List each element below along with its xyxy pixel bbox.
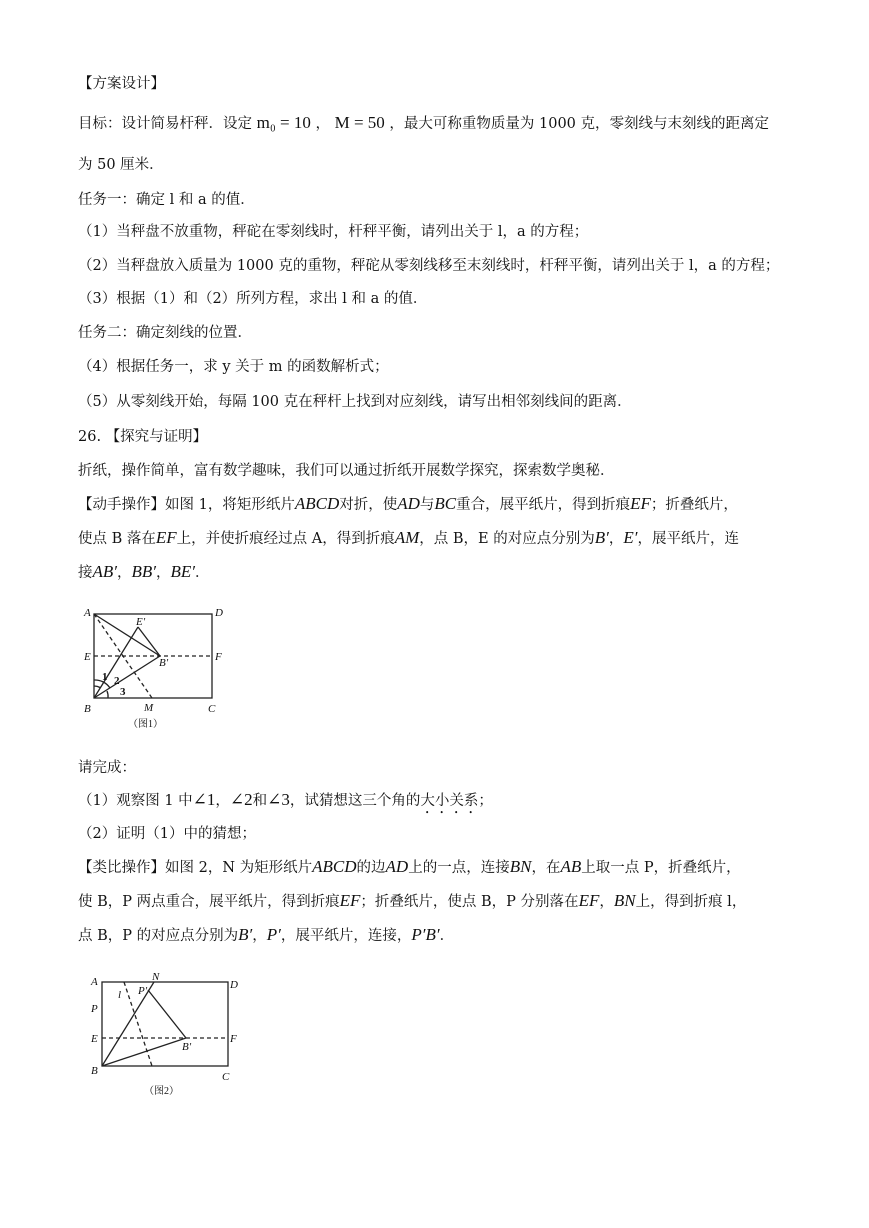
math-Eprime: E′ <box>623 528 638 547</box>
text: ， <box>599 894 614 910</box>
emphasized-text: 大小关系 <box>420 793 479 809</box>
math-ABCD: ABCD <box>312 857 357 876</box>
analog-line-3 <box>78 925 454 946</box>
fig2-label-C: C <box>222 1071 230 1083</box>
fig1-label-B: B <box>84 703 91 715</box>
figure-2 <box>82 968 252 1102</box>
fig2-label-B: B <box>91 1065 98 1077</box>
math-BEprime: BE′ <box>170 562 195 581</box>
math-ABCD: ABCD <box>294 494 340 513</box>
angle-3: ∠3 <box>267 790 290 809</box>
fig1-label-3: 3 <box>120 686 126 698</box>
text: 使 B，P 两点重合，展平纸片，得到折痕 <box>78 894 340 910</box>
text: 使点 B 落在 <box>78 531 156 547</box>
angle-2: ∠2 <box>229 790 253 809</box>
goal-text-1: 目标：设计简易杆秤．设定 <box>78 116 252 132</box>
M-equation: M = 50 <box>334 113 385 132</box>
fig1-label-Bprime: B′ <box>159 657 169 669</box>
please-complete: 请完成： <box>78 760 136 776</box>
text: ， <box>215 793 230 809</box>
text: 和 <box>252 793 268 809</box>
fig1-label-Eprime: E′ <box>136 616 146 628</box>
fig2-label-D: D <box>230 979 238 991</box>
task1-question-1: （1）当秤盘不放重物，秤砣在零刻线时，杆秤平衡，请列出关于 l，a 的方程； <box>78 224 589 240</box>
question-2: （2）证明（1）中的猜想； <box>78 826 256 842</box>
fig2-label-P: P <box>91 1003 98 1015</box>
text: ，展平纸片，连接， <box>280 928 412 944</box>
text: ，试猜想这三个角的 <box>289 793 421 809</box>
math-BN: BN <box>509 857 532 876</box>
math-AD: AD <box>385 857 409 876</box>
text: ，在 <box>531 860 561 876</box>
goal-line <box>78 113 769 134</box>
fig2-label-F: F <box>230 1033 237 1045</box>
text: 与 <box>419 497 435 513</box>
text: 对折，使 <box>339 497 398 513</box>
task2-question-5: （5）从零刻线开始，每隔 100 克在秤杆上找到对应刻线，请写出相邻刻线间的距离． <box>78 394 632 410</box>
fig1-label-M: M <box>144 702 154 714</box>
figure-1 <box>80 600 240 740</box>
hands-on-line-1 <box>78 494 738 515</box>
text: 的边 <box>356 860 386 876</box>
fig1-caption: （图1） <box>128 719 163 730</box>
text: ， <box>156 565 171 581</box>
fig1-segment-ABp <box>94 614 160 656</box>
task1-question-2: （2）当秤盘放入质量为 1000 克的重物，秤砣从零刻线移至末刻线时，杆秤平衡，请列出关于 l，a 的方程； <box>78 258 780 274</box>
math-BBprime: BB′ <box>131 562 156 581</box>
math-Bprime: B′ <box>238 925 253 944</box>
task1-question-3: （3）根据（1）和（2）所列方程，求出 l 和 a 的值． <box>78 291 428 307</box>
fig1-label-1: 1 <box>102 671 108 683</box>
goal-sep: ， <box>315 116 330 132</box>
fig2-caption: （图2） <box>144 1086 179 1097</box>
problem-intro: 折纸，操作简单，富有数学趣味，我们可以通过折纸开展数学探究，探索数学奥秘． <box>78 463 615 479</box>
text: 【类比操作】如图 2，N 为矩形纸片 <box>78 860 313 876</box>
goal-line-2: 为 50 厘米． <box>78 157 164 173</box>
hands-on-line-2 <box>78 528 739 549</box>
text: ， <box>117 565 132 581</box>
task2-question-4: （4）根据任务一，求 y 关于 m 的函数解析式； <box>78 359 389 375</box>
question-1 <box>78 790 493 817</box>
analog-line-1 <box>78 857 741 878</box>
fig2-label-Bprime: B′ <box>182 1041 192 1053</box>
fig2-label-A: A <box>91 976 98 988</box>
text: 重合，展平纸片，得到折痕 <box>456 497 631 513</box>
fig2-label-Pprime: P′ <box>138 985 148 997</box>
fig1-label-F: F <box>215 651 222 663</box>
text: ． <box>195 565 210 581</box>
text: ， <box>608 531 624 547</box>
math-ABprime: AB′ <box>92 562 117 581</box>
math-Bprime: B′ <box>594 528 609 547</box>
text: ；折叠纸片， <box>650 497 738 513</box>
math-PprimeBprime: P′B′ <box>411 925 440 944</box>
text: 【动手操作】如图 1，将矩形纸片 <box>78 497 295 513</box>
text: 上取一点 P，折叠纸片， <box>581 860 741 876</box>
math-EF: EF <box>339 891 361 910</box>
text: ；折叠纸片，使点 B，P 分别落在 <box>360 894 579 910</box>
text: 点 B，P 的对应点分别为 <box>78 928 239 944</box>
task1-title: 任务一：确定 l 和 a 的值． <box>78 192 255 208</box>
fig1-label-D: D <box>215 607 223 619</box>
text: 上，并使折痕经过点 A，得到折痕 <box>176 531 395 547</box>
text: ，点 B，E 的对应点分别为 <box>419 531 595 547</box>
text: 接 <box>78 565 93 581</box>
math-AB: AB <box>560 857 582 876</box>
problem-title: 【探究与证明】 <box>105 429 208 445</box>
text: 上的一点，连接 <box>408 860 510 876</box>
task2-title: 任务二：确定刻线的位置． <box>78 325 252 341</box>
math-AM: AM <box>394 528 420 547</box>
fig1-segment-EpBp <box>138 627 160 656</box>
angle-1: ∠1 <box>192 790 216 809</box>
math-EF: EF <box>578 891 600 910</box>
analog-line-2 <box>78 891 746 912</box>
fig1-segment-BEp <box>94 627 138 698</box>
fig1-label-A: A <box>84 607 91 619</box>
math-EF: EF <box>155 528 177 547</box>
fig2-segment-PpBp <box>148 990 186 1038</box>
math-BC: BC <box>434 494 457 513</box>
fig1-angle-arc-1 <box>94 686 100 688</box>
fig2-label-l: l <box>118 989 122 1001</box>
text: ， <box>252 928 267 944</box>
math-Pprime: P′ <box>266 925 281 944</box>
section-heading-design: 【方案设计】 <box>78 76 165 92</box>
fig2-label-N: N <box>152 971 160 983</box>
text: ，展平纸片，连 <box>637 531 739 547</box>
text: ． <box>439 928 455 944</box>
problem-26-heading <box>78 427 207 447</box>
math-BN: BN <box>613 891 636 910</box>
fig2-label-E: E <box>91 1033 98 1045</box>
m0-equation: m₀ = 10 <box>256 113 311 132</box>
math-AD: AD <box>397 494 420 513</box>
text: 上，得到折痕 l， <box>635 894 747 910</box>
fig1-label-C: C <box>208 703 216 715</box>
goal-text-2: ，最大可称重物质量为 1000 克，零刻线与末刻线的距离定 <box>389 116 770 132</box>
problem-number: 26. <box>78 429 102 445</box>
text: ； <box>478 793 493 809</box>
text: （1）观察图 1 中 <box>78 793 193 809</box>
fig1-label-2: 2 <box>114 675 120 687</box>
hands-on-line-3 <box>78 562 210 583</box>
fig1-label-E: E <box>84 651 91 663</box>
fig1-angle-arc-3 <box>107 691 108 698</box>
math-EF: EF <box>630 494 651 513</box>
